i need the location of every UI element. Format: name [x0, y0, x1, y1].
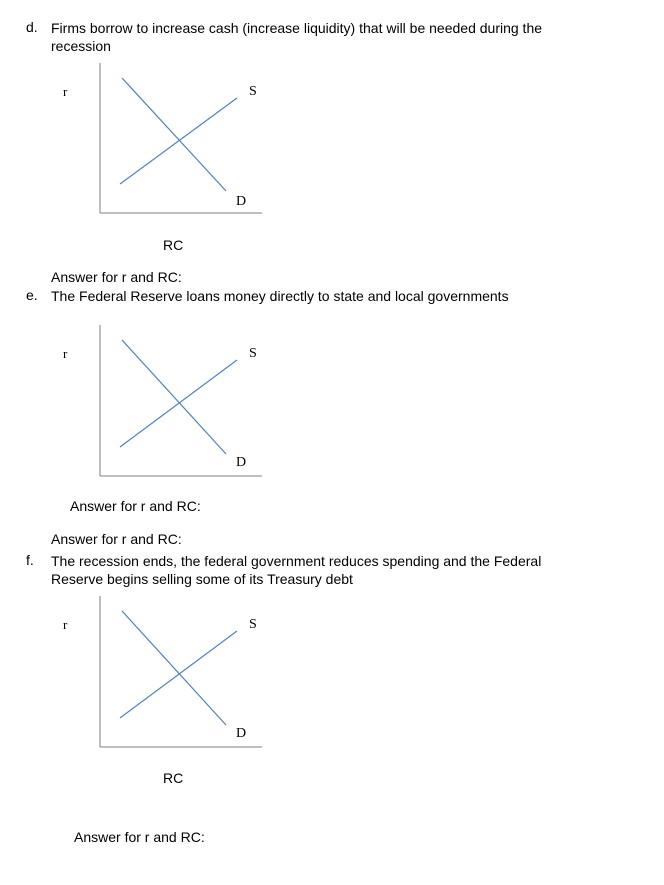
question-letter: d.: [26, 19, 38, 35]
demand-label: D: [236, 194, 247, 209]
rc-label: RC: [163, 770, 184, 786]
question-text-line-1: The Federal Reserve loans money directly to state and local governments: [51, 288, 509, 304]
demand-label: D: [236, 726, 247, 741]
graph-y-label: r: [63, 617, 68, 632]
question-letter: f.: [26, 552, 34, 568]
question-text-line-1: The recession ends, the federal government reduces spending and the Federal: [51, 553, 542, 569]
answer-prompt: Answer for r and RC:: [51, 531, 182, 547]
graph-y-label: r: [63, 84, 68, 99]
question-text-line-1: Firms borrow to increase cash (increase liquidity) that will be needed during the: [51, 20, 543, 36]
question-text-line-2: Reserve begins selling some of its Treasury debt: [51, 571, 353, 587]
answer-prompt: Answer for r and RC:: [74, 829, 205, 845]
rc-label: RC: [163, 237, 184, 253]
graph-y-label: r: [63, 346, 68, 361]
supply-label: S: [249, 346, 257, 361]
question-text-line-2: recession: [51, 38, 111, 54]
question-letter: e.: [26, 287, 38, 303]
answer-prompt-inner: Answer for r and RC:: [70, 498, 201, 514]
demand-curve: [122, 611, 226, 725]
supply-curve: [120, 631, 237, 718]
demand-label: D: [236, 455, 247, 470]
supply-label: S: [249, 84, 257, 99]
supply-label: S: [249, 617, 257, 632]
answer-prompt: Answer for r and RC:: [51, 269, 182, 285]
